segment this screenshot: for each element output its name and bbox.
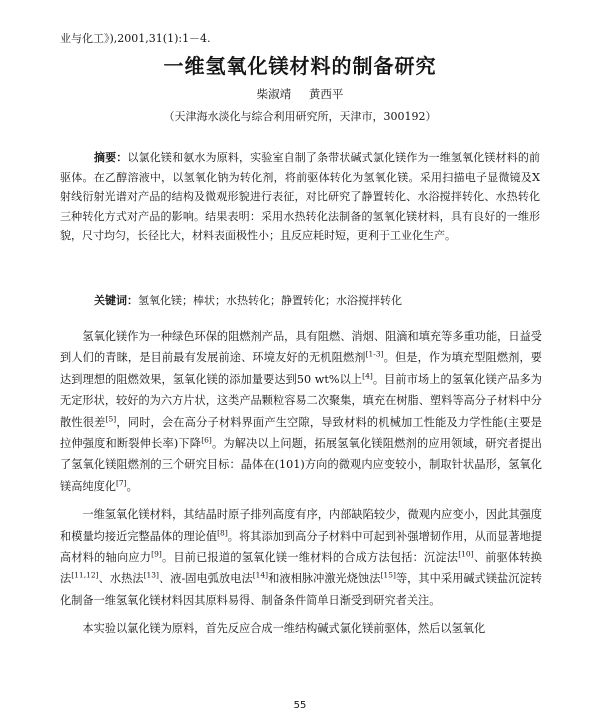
journal-reference: 业与化工》),2001,31(1):1－4. (60, 32, 211, 45)
paragraph-2: 一维氢氧化镁材料，其结晶时原子排列高度有序，内部缺陷较少，微观内应变小，因此其强度和模量均接近完整晶体的理论值[8]。将其添加到高分子材料中可起到补强增韧作用，从而显著地提高材料的轴向应力[9]。目前已报道的氢氧化镁一维材料的合成方法包括：沉淀法[10]、前驱体转换法[11,12]、水热法[13]、液-固电弧放电法[14]和液相脉冲激光烧蚀法[15]等，其中采用碱式镁盐沉淀转化制备一维氢氧化镁材料因其原料易得、制备条件简单日渐受到研究者关注。 (60, 508, 542, 607)
citation: [4] (362, 371, 373, 381)
page-number: 55 (293, 700, 307, 711)
citation: [6] (201, 435, 212, 445)
citation: [9] (151, 549, 162, 559)
paragraph-3: 本实验以氯化镁为原料，首先反应合成一维结构碱式氯化镁前驱体，然后以氢氧化 (82, 622, 486, 636)
paragraph-1: 氢氧化镁作为一种绿色环保的阻燃剂产品，具有阻燃、消烟、阻滴和填充等多重功能，日益受到人们的青睐，是目前最有发展前途、环境友好的无机阻燃剂[1-3]。但是，作为填充型阻燃剂，要达到理想的阻燃效果，氢氧化镁的添加量要达到50 wt%以上[4]。目前市场上的氢氧化镁产品多为无定形状，较好的为六方片状，这类产品颗粒容易二次聚集，填充在树脂、塑料等高分子材料中分散性很差[5]，同时，会在高分子材料界面产生空隙，导致材料的机械加工性能及力学性能(主要是拉伸强度和断裂伸长率)下降[6]。为解决以上问题，拓展氢氧化镁阻燃剂的应用领域，研究者提出了氢氧化镁阻燃剂的三个研究目标：晶体在(101)方向的微观内应变较小，制取针状晶形，氢氧化镁高纯度化[7]。 (60, 330, 542, 493)
paper-title: 一维氢氧化镁材料的制备研究 (163, 54, 437, 78)
author-list: 柴淑靖 黄西平 (256, 87, 344, 101)
keywords-text: 氢氧化镁；棒状；水热转化；静置转化；水浴搅拌转化 (138, 294, 402, 307)
citation: [13] (143, 570, 159, 580)
keywords (94, 292, 554, 308)
citation: [14] (252, 570, 269, 580)
affiliation: （天津海水淡化与综合利用研究所，天津市，300192） (163, 110, 437, 123)
keywords-label: 关键词： (94, 294, 138, 307)
abstract (60, 148, 540, 246)
citation: [11,12] (71, 570, 99, 580)
abstract-label: 摘要： (94, 151, 128, 164)
citation: [5] (105, 413, 117, 423)
citation: [1-3] (365, 349, 384, 359)
citation: [10] (458, 549, 474, 559)
abstract-text: 以氯化镁和氨水为原料，实验室自制了条带状碱式氯化镁作为一维氢氧化镁材料的前驱体。在乙醇溶液中，以氢氧化钠为转化剂，将前驱体转化为氢氧化镁。采用扫描电子显微镜及X射线衍射光谱对产品的结构及微观形貌进行表征，对比研究了静置转化、水浴搅拌转化、水热转化三种转化方式对产品的影响。结果表明：采用水热转化法制备的氢氧化镁材料，具有良好的一维形貌，尺寸均匀，长径比大，材料表面极性小；且反应耗时短，更利于工业化生产。 (60, 151, 541, 242)
citation: [7] (115, 478, 127, 488)
body-text (60, 326, 542, 640)
citation: [8] (217, 527, 228, 537)
citation: [15] (380, 570, 396, 580)
